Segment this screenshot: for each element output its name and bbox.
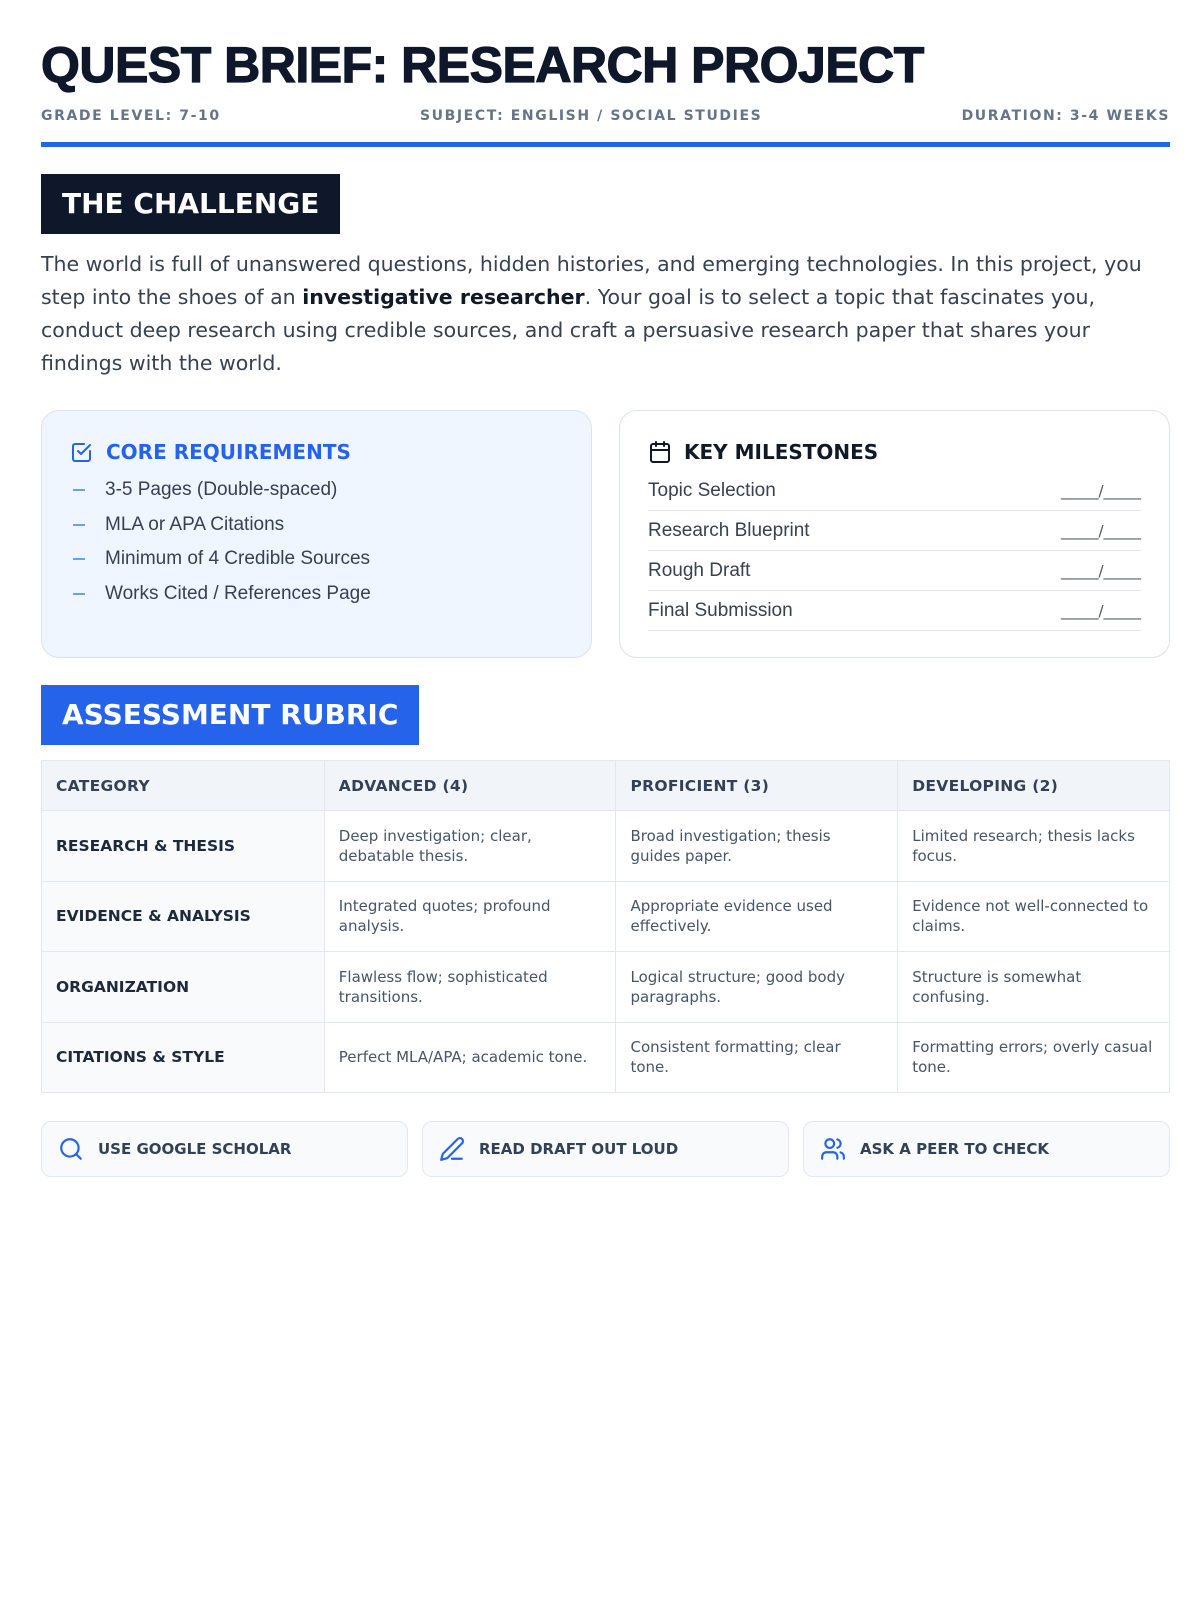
rubric-cell: Appropriate evidence used effectively. (616, 881, 898, 952)
core-requirements-label: CORE REQUIREMENTS (106, 440, 351, 464)
dash-bullet (73, 524, 85, 526)
table-row (42, 952, 1170, 1023)
milestone-label: Rough Draft (648, 559, 751, 581)
dash-bullet (73, 558, 85, 560)
rubric-cell: Limited research; thesis lacks focus. (898, 811, 1170, 882)
dash-bullet (73, 593, 85, 595)
key-milestones-card (619, 410, 1170, 658)
tip-label: ASK A PEER TO CHECK (860, 1140, 1049, 1158)
challenge-text-part: The world is full of unanswered questions, hidden histories, and emerging technologies. In this project, you step into the shoes of an (41, 252, 1142, 309)
milestone-date-blank[interactable]: _____/_____ (1060, 601, 1141, 620)
table-row (42, 1022, 1170, 1093)
subject: SUBJECT: ENGLISH / SOCIAL STUDIES (419, 108, 763, 124)
tip-label: USE GOOGLE SCHOLAR (98, 1140, 292, 1158)
requirement-text: 3-5 Pages (Double-spaced) (105, 479, 338, 501)
checkbox-icon (70, 440, 94, 464)
requirement-text: Works Cited / References Page (105, 582, 371, 604)
rubric-cell: Formatting errors; overly casual tone. (898, 1022, 1170, 1093)
grade-level: GRADE LEVEL: 7-10 (41, 108, 221, 124)
table-row (42, 881, 1170, 952)
milestone-row (648, 471, 1141, 511)
rubric-cell: Logical structure; good body paragraphs. (616, 952, 898, 1023)
table-header-row (42, 761, 1170, 811)
rubric-cell: Consistent formatting; clear tone. (616, 1022, 898, 1093)
info-cards (41, 410, 1170, 658)
milestone-row (648, 511, 1141, 551)
rubric-cell: Structure is somewhat confusing. (898, 952, 1170, 1023)
core-requirements-card (41, 410, 592, 658)
challenge-text (41, 248, 1170, 380)
milestone-row (648, 551, 1141, 591)
rubric-category: EVIDENCE & ANALYSIS (42, 881, 325, 952)
list-item (70, 508, 563, 543)
rubric-category: RESEARCH & THESIS (42, 811, 325, 882)
challenge-heading: THE CHALLENGE (41, 174, 340, 234)
rubric-cell: Broad investigation; thesis guides paper. (616, 811, 898, 882)
rubric-heading: ASSESSMENT RUBRIC (41, 685, 419, 745)
milestone-date-blank[interactable]: _____/_____ (1060, 561, 1141, 580)
dash-bullet (73, 489, 85, 491)
column-header: CATEGORY (42, 761, 325, 811)
header-divider (41, 142, 1170, 147)
column-header: DEVELOPING (2) (898, 761, 1170, 811)
column-header: ADVANCED (4) (324, 761, 616, 811)
page-title: QUEST BRIEF: RESEARCH PROJECT (41, 37, 924, 93)
tip-label: READ DRAFT OUT LOUD (479, 1140, 679, 1158)
tip-google-scholar (41, 1121, 408, 1177)
milestone-date-blank[interactable]: _____/_____ (1060, 521, 1141, 540)
milestone-date-blank[interactable]: _____/_____ (1060, 481, 1141, 500)
rubric-cell: Evidence not well-connected to claims. (898, 881, 1170, 952)
tips-row (41, 1121, 1170, 1177)
key-milestones-title (648, 437, 1141, 467)
milestone-label: Topic Selection (648, 479, 776, 501)
milestone-label: Final Submission (648, 599, 793, 621)
calendar-icon (648, 440, 672, 464)
challenge-text-part: . Your goal is to select a topic that fascinates you, conduct deep research using credible sources, and craft a persuasive research paper that shares your findings with the world. (41, 285, 1096, 375)
milestone-label: Research Blueprint (648, 519, 810, 541)
assessment-rubric-table (41, 760, 1170, 1093)
requirement-text: MLA or APA Citations (105, 513, 285, 535)
pen-icon (439, 1136, 465, 1162)
list-item (70, 577, 563, 612)
meta-row (41, 108, 1170, 124)
requirement-text: Minimum of 4 Credible Sources (105, 548, 371, 570)
search-icon (58, 1136, 84, 1162)
challenge-emphasis: investigative researcher (302, 285, 585, 309)
rubric-category: CITATIONS & STYLE (42, 1022, 325, 1093)
milestone-row (648, 591, 1141, 631)
key-milestones-label: KEY MILESTONES (684, 440, 879, 464)
tip-read-aloud (422, 1121, 789, 1177)
milestones-list (648, 471, 1141, 631)
rubric-cell: Integrated quotes; profound analysis. (324, 881, 616, 952)
rubric-cell: Flawless flow; sophisticated transitions. (324, 952, 616, 1023)
requirements-list (70, 473, 563, 611)
rubric-cell: Perfect MLA/APA; academic tone. (324, 1022, 616, 1093)
duration: DURATION: 3-4 WEEKS (961, 108, 1170, 124)
column-header: PROFICIENT (3) (616, 761, 898, 811)
rubric-category: ORGANIZATION (42, 952, 325, 1023)
rubric-cell: Deep investigation; clear, debatable thesis. (324, 811, 616, 882)
list-item (70, 473, 563, 508)
quest-brief-page (41, 36, 1170, 1177)
users-icon (820, 1136, 846, 1162)
list-item (70, 542, 563, 577)
tip-peer-check (803, 1121, 1170, 1177)
core-requirements-title (70, 437, 563, 467)
table-row (42, 811, 1170, 882)
